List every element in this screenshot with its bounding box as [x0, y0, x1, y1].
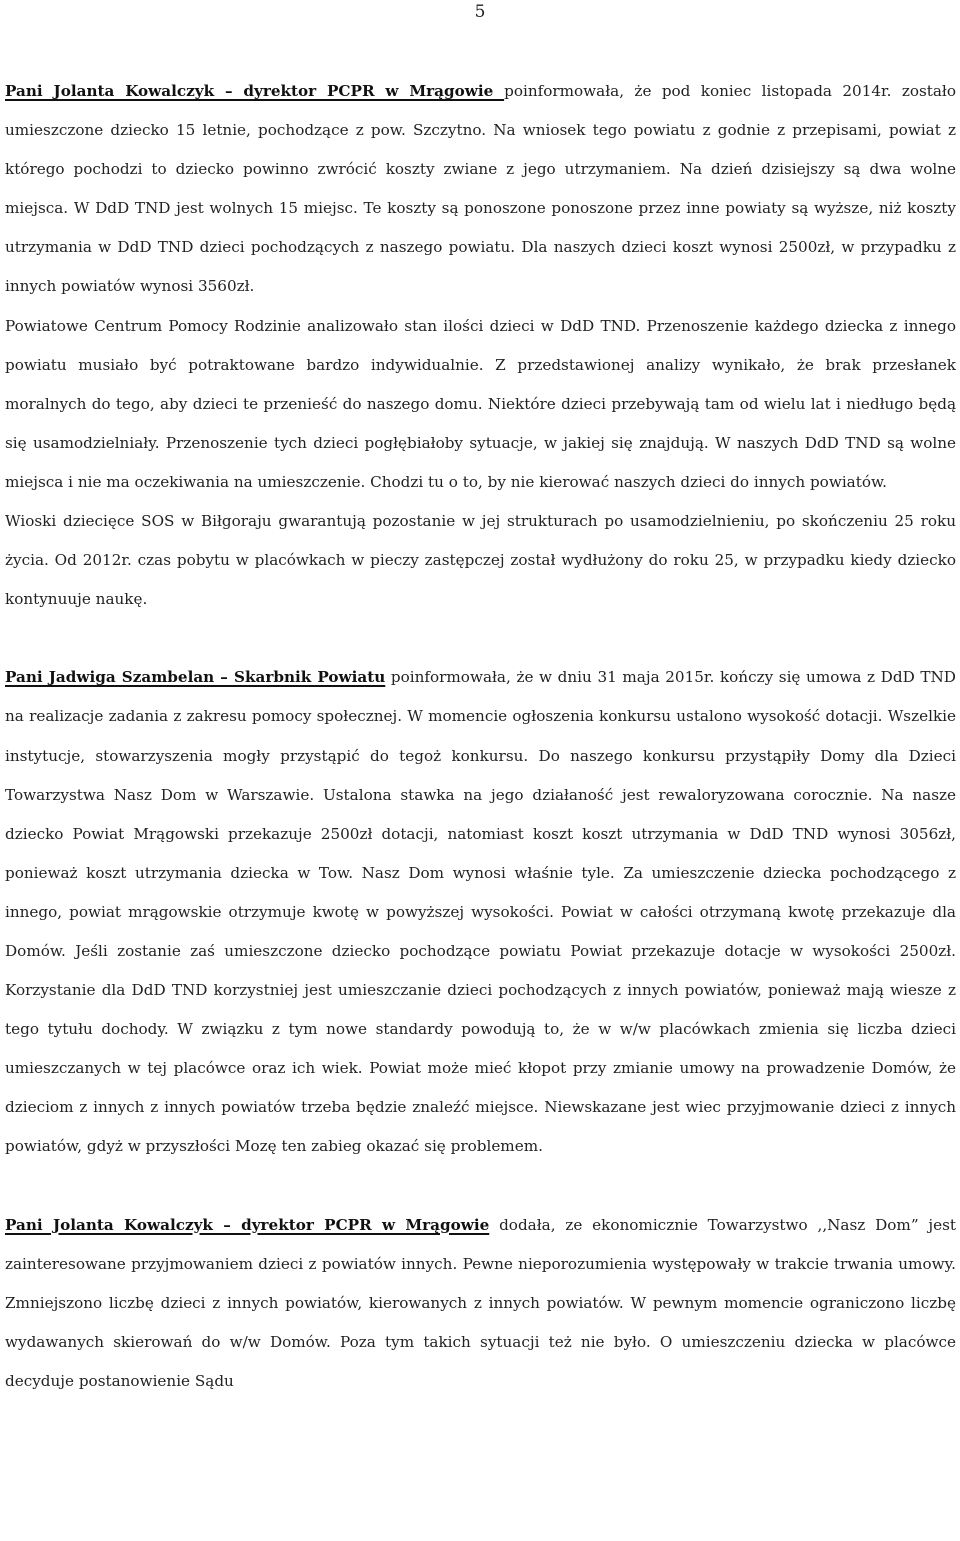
speaker-name: Pani Jolanta Kowalczyk – dyrektor PCPR w Mrągowie — [5, 82, 505, 100]
paragraph-text: Powiatowe Centrum Pomocy Rodzinie analizowało stan ilości dzieci w DdD TND. Przenoszenie każdego dziecka z innego powiatu musiało być potraktowane bardzo indywidualnie. Z przedstawionej analizy wynikało, że brak przesłanek moralnych do tego, aby dzieci te przenieść do naszego domu. Niektóre dzieci przebywają tam od wielu lat i niedługo będą się usamodzielniały. Przenoszenie tych dzieci pogłębiałoby sytuacje, w jakiej się znajdują. W naszych DdD TND są wolne miejsca i nie ma oczekiwania na umieszczenie. Chodzi tu o to, by nie kierować naszych dzieci do innych powiatów. — [5, 316, 956, 491]
paragraph-pcpr-analysis — [5, 307, 956, 502]
paragraph-kowalczyk-followup — [5, 1206, 956, 1401]
paragraph-kowalczyk-intro — [5, 72, 956, 307]
paragraph-text: Wioski dziecięce SOS w Biłgoraju gwarantują pozostanie w jej strukturach po usamodzielnieniu, po skończeniu 25 roku życia. Od 2012r. czas pobytu w placówkach w pieczy zastępczej został wydłużony do roku 25, w przypadku kiedy dziecko kontynuuje naukę. — [5, 512, 956, 609]
speaker-name: Pani Jadwiga Szambelan – Skarbnik Powiatu — [5, 668, 386, 687]
speaker-name: Pani Jolanta Kowalczyk – dyrektor PCPR w Mrągowie — [5, 1215, 490, 1234]
paragraph-sos-villages — [5, 502, 956, 619]
page-number: 5 — [474, 2, 486, 22]
document-body — [5, 72, 956, 1401]
paragraph-szambelan — [5, 658, 956, 1166]
paragraph-text: dodała, ze ekonomicznie Towarzystwo ,,Nasz Dom” jest zainteresowane przyjmowaniem dzieci z powiatów innych. Pewne nieporozumienia występowały w trakcie trwania umowy. Zmniejszono liczbę dzieci z innych powiatów, kierowanych z innych powiatów. W pewnym momencie ograniczono liczbę wydawanych skierowań do w/w Domów. Poza tym takich sytuacji też nie było. O umieszczeniu dziecka w placówce decyduje postanowienie Sądu — [5, 1215, 957, 1390]
paragraph-text: poinformowała, że w dniu 31 maja 2015r. kończy się umowa z DdD TND na realizacje zadania z zakresu pomocy społecznej. W momencie ogłoszenia konkursu ustalono wysokość dotacji. Wszelkie instytucje, stowarzyszenia mogły przystąpić do tegoż konkursu. Do naszego konkursu przystąpiły Domy dla Dzieci Towarzystwa Nasz Dom w Warszawie. Ustalona stawka na jego działaność jest rewaloryzowana corocznie. Na nasze dziecko Powiat Mrągowski przekazuje 2500zł dotacji, natomiast koszt koszt utrzymania w DdD TND wynosi 3056zł, ponieważ koszt utrzymania dziecka w Tow. Nasz Dom wynosi właśnie tyle. Za umieszczenie dziecka pochodzącego z innego, powiat mrągowskie otrzymuje kwotę w powyższej wysokości. Powiat w całości otrzymaną kwotę przekazuje dla Domów. Jeśli zostanie zaś umieszczone dziecko pochodzące powiatu Powiat przekazuje dotacje w wysokości 2500zł. Korzystanie dla DdD TND korzystniej jest umieszczanie dzieci pochodzących z innych powiatów, ponieważ mają wiesze z tego tytułu dochody. W związku z tym nowe standardy powodują to, że w w/w placówkach zmienia się liczba dzieci umieszczanych w tej placówce oraz ich wiek. Powiat może mieć kłopot przy zmianie umowy na prowadzenie Domów, że dzieciom z innych z innych powiatów trzeba będzie znaleźć miejsce. Niewskazane jest wiec przyjmowanie dzieci z innych powiatów, gdyż w przyszłości Mozę ten zabieg okazać się problemem. — [5, 668, 956, 1156]
paragraph-text: poinformowała, że pod koniec listopada 2014r. zostało umieszczone dziecko 15 letnie, pochodzące z pow. Szczytno. Na wniosek tego powiatu z godnie z przepisami, powiat z którego pochodzi to dziecko powinno zwrócić koszty zwiane z jego utrzymaniem. Na dzień dzisiejszy są dwa wolne miejsca. W DdD TND jest wolnych 15 miejsc. Te koszty są ponoszone ponoszone przez inne powiaty są wyższe, niż koszty utrzymania w DdD TND dzieci pochodzących z naszego powiatu. Dla naszych dzieci koszt wynosi 2500zł, w przypadku z innych powiatów wynosi 3560zł. — [5, 82, 956, 296]
